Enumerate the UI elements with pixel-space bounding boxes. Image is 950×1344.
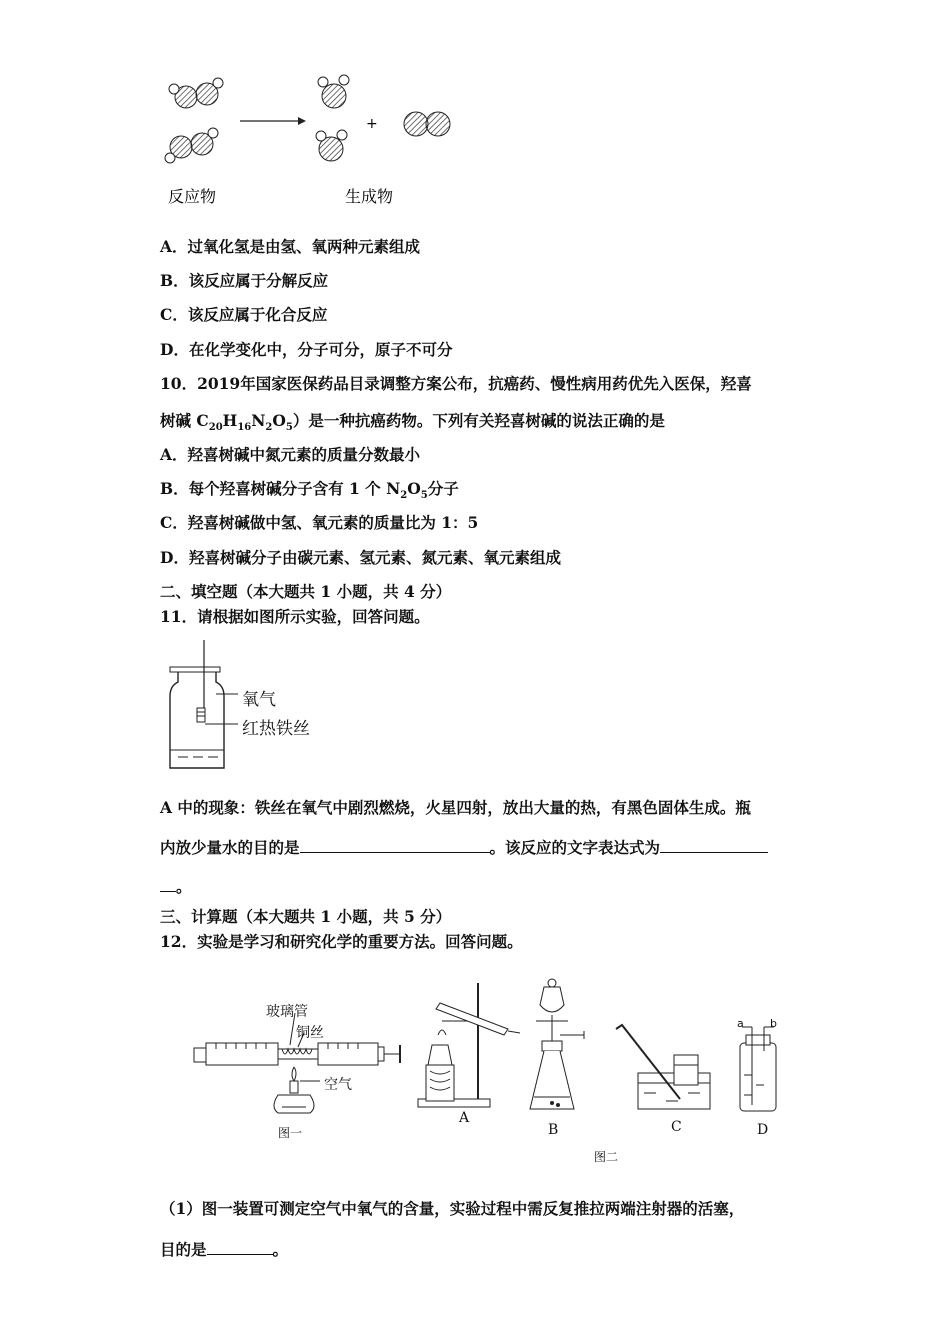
section-3-heading: 三、计算题（本大题共 1 小题，共 5 分）	[160, 907, 452, 926]
label-a: A	[459, 1110, 470, 1126]
reaction-diagram	[160, 70, 480, 220]
red-hot-wire-label: 红热铁丝	[242, 719, 310, 739]
products-label: 生成物	[345, 187, 394, 206]
figure-1-caption: 图一	[278, 1126, 303, 1140]
answer-blank-water-purpose[interactable]	[300, 836, 490, 853]
iron-wire-jar-diagram	[160, 640, 360, 780]
q12-sub1-line1: （1）图一装置可测定空气中氧气的含量，实验过程中需反复推拉两端注射器的活塞，	[160, 1199, 745, 1218]
reactants-label: 反应物	[168, 187, 217, 206]
port-a-label: a	[737, 1017, 744, 1030]
h2o2-molecule-1	[169, 78, 223, 108]
apparatus-d	[740, 1027, 776, 1111]
copper-wire-label: 铜丝	[296, 1025, 324, 1041]
q12-sub1-line2: 目的是 。	[160, 1240, 289, 1259]
apparatus-c	[616, 1025, 710, 1109]
iron-wire-coil	[197, 708, 205, 722]
q10-option-b: B．每个羟喜树碱分子含有 1 个 $N_2O_5$分子	[160, 479, 459, 502]
q10-stem-line2: 树碱 $C_{20}H_{16}N_2O_5$）是一种抗癌药物。下列有关羟喜树碱的说法正确的是	[160, 411, 665, 434]
answer-blank-word-equation-2[interactable]	[160, 875, 176, 892]
q9-option-b: B．该反应属于分解反应	[160, 271, 329, 290]
q9-option-d: D．在化学变化中，分子可分，原子不可分	[160, 340, 453, 359]
label-d: D	[757, 1122, 769, 1138]
q12-stem: 12．实验是学习和研究化学的重要方法。回答问题。	[160, 932, 523, 951]
section-2-heading: 二、填空题（本大题共 1 小题，共 4 分）	[160, 582, 452, 601]
water-molecule-1	[318, 75, 349, 108]
air-label: 空气	[324, 1077, 352, 1093]
apparatus-b	[530, 979, 584, 1109]
q10-stem-line1: 10．2019年国家医保药品目录调整方案公布，抗癌药、慢性病用药优先入医保，羟喜	[160, 374, 752, 393]
oxygen-label: 氧气	[242, 690, 276, 710]
q10-option-c: C．羟喜树碱做中氢、氧元素的质量比为 1：5	[160, 513, 479, 532]
q9-option-c: C．该反应属于化合反应	[160, 305, 328, 324]
plus-sign: +	[366, 116, 378, 132]
water-molecule-2	[316, 130, 347, 161]
glass-tube-label: 玻璃管	[266, 1004, 308, 1020]
oxygen-molecule	[404, 112, 450, 136]
q11-text-line3: 。	[160, 875, 192, 897]
answer-blank-purpose[interactable]	[207, 1238, 273, 1255]
label-b: B	[548, 1122, 559, 1138]
q11-text-line1: A 中的现象：铁丝在氧气中剧烈燃烧，火星四射，放出大量的热，有黑色固体生成。瓶	[160, 798, 751, 817]
figure-2-apparatus	[412, 975, 792, 1115]
q9-option-a: A．过氧化氢是由氢、氧两种元素组成	[160, 237, 421, 256]
q10-option-a: A．羟喜树碱中氮元素的质量分数最小	[160, 445, 421, 464]
label-c: C	[671, 1119, 682, 1135]
answer-blank-word-equation-1[interactable]	[660, 836, 768, 853]
figure-2-caption: 图二	[594, 1150, 619, 1164]
port-b-label: b	[770, 1017, 777, 1030]
apparatus-a	[418, 983, 520, 1107]
q11-text-line2: 内放少量水的目的是 。该反应的文字表达式为	[160, 836, 768, 858]
h2o2-molecule-2	[165, 128, 218, 163]
q10-option-d: D．羟喜树碱分子由碳元素、氢元素、氮元素、氧元素组成	[160, 548, 561, 567]
q11-stem: 11．请根据如图所示实验，回答问题。	[160, 607, 430, 626]
